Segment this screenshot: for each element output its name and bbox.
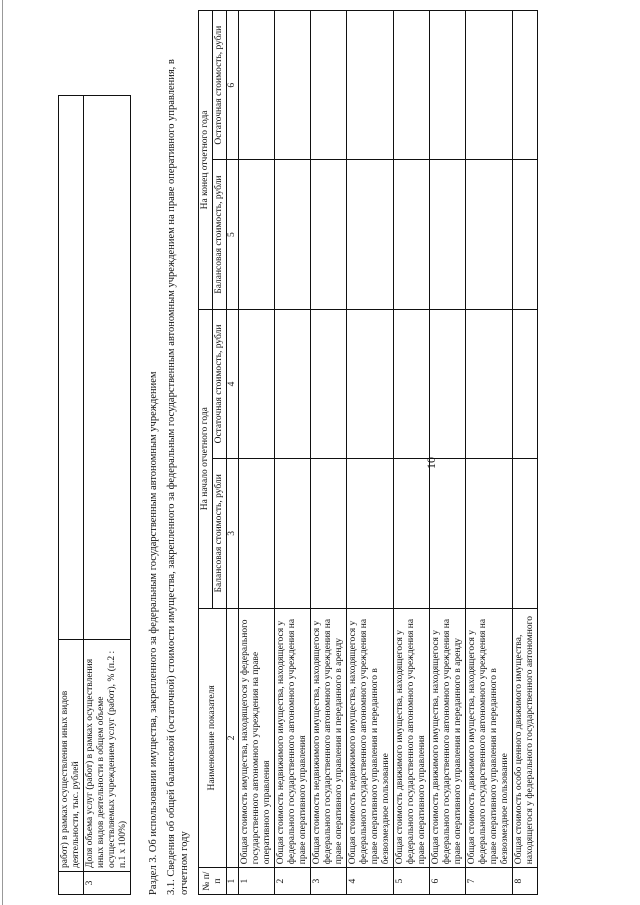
- value-cell: [394, 160, 430, 309]
- column-index: 1: [227, 868, 239, 895]
- table-row: [59, 96, 84, 895]
- header-num: № п/п: [199, 868, 227, 895]
- row-number: 4: [347, 868, 394, 895]
- property-value-table: [198, 10, 538, 895]
- column-index: 5: [227, 160, 239, 309]
- column-index-row: [227, 11, 239, 895]
- row-number: 8: [513, 868, 538, 895]
- row-label: Общая стоимость движимого имущества, находящегося у федерального государственного автономного учреждения на праве оперативного управления и переданного в безвозмездное пользование: [466, 608, 513, 868]
- subsection-title: 3.1. Сведения об общей балансовой (остаточной) стоимости имущества, закрепленного за федеральным государственным автономным учреждением на праве оперативного управления, в отчетном году: [166, 59, 190, 895]
- scan-edge-line: [2, 0, 3, 905]
- row-number: 6: [430, 868, 466, 895]
- row-number: 7: [466, 868, 513, 895]
- value-cell: [311, 309, 347, 458]
- value-cell: [59, 96, 84, 640]
- value-cell: [347, 11, 394, 160]
- value-cell: [513, 459, 538, 608]
- value-cell: [394, 459, 430, 608]
- page-number: 10: [424, 457, 438, 469]
- value-cell: [275, 459, 311, 608]
- value-cell: [84, 96, 131, 640]
- header-balance-start: Балансовая стоимость, рубли: [213, 459, 227, 608]
- column-index: 6: [227, 11, 239, 160]
- value-cell: [394, 11, 430, 160]
- header-name: Наименование показателя: [199, 608, 227, 868]
- value-cell: [347, 459, 394, 608]
- row-number: 5: [394, 868, 430, 895]
- value-cell: [311, 160, 347, 309]
- row-number: 1: [239, 868, 275, 895]
- row-label: Общая стоимость движимого имущества, находящегося у федерального государственного автономного учреждения на праве оперативного управления и переданного в аренду: [430, 608, 466, 868]
- row-label: Общая стоимость недвижимого имущества, находящегося у федерального государственного автономного учреждения на праве оперативного управления: [275, 608, 311, 868]
- column-index: 4: [227, 309, 239, 458]
- row-label: Общая стоимость движимого имущества, находящегося у федерального государственного автономного учреждения на праве оперативного управления: [394, 608, 430, 868]
- row-number: 2: [275, 868, 311, 895]
- value-cell: [275, 11, 311, 160]
- row-label: Общая стоимость имущества, находящегося у федерального государственного автономного учреждения на праве оперативного управления: [239, 608, 275, 868]
- table-row: [347, 11, 394, 895]
- row-label: Общая стоимость особо ценного движимого имущества, находящегося у федерального государственного автономного: [513, 608, 538, 868]
- column-index: 2: [227, 608, 239, 868]
- value-cell: [513, 309, 538, 458]
- value-cell: [430, 309, 466, 458]
- row-label: Общая стоимость недвижимого имущества, находящегося у федерального государственного автономного учреждения на праве оперативного управления и переданного в аренду: [311, 608, 347, 868]
- value-cell: [347, 309, 394, 458]
- section-title: Раздел 3. Об использовании имущества, закрепленного за федеральным государственным автономным учреждением: [148, 371, 159, 895]
- value-cell: [466, 459, 513, 608]
- value-cell: [239, 160, 275, 309]
- table-row: [275, 11, 311, 895]
- value-cell: [466, 11, 513, 160]
- value-cell: [347, 160, 394, 309]
- table-row: [239, 11, 275, 895]
- value-cell: [394, 309, 430, 458]
- row-number: [59, 872, 84, 895]
- value-cell: [239, 11, 275, 160]
- table-row: [311, 11, 347, 895]
- value-cell: [513, 11, 538, 160]
- continuation-table: [58, 95, 131, 895]
- header-residual-end: Остаточная стоимость, рубли: [213, 11, 227, 160]
- column-index: 3: [227, 459, 239, 608]
- header-balance-end: Балансовая стоимость, рубли: [213, 160, 227, 309]
- value-cell: [430, 160, 466, 309]
- table-row: [513, 11, 538, 895]
- row-label: работ) в рамках осуществления иных видов деятельности, тыс. рублей: [59, 640, 84, 872]
- row-label: Доля объема услуг (работ) в рамках осуществления иных видов деятельности в общем объеме осуществляемых учреждением услуг (работ), % (п.2 : п.1 x 100%): [84, 640, 131, 872]
- header-residual-start: Остаточная стоимость, рубли: [213, 309, 227, 458]
- value-cell: [430, 459, 466, 608]
- table-row: [394, 11, 430, 895]
- table-row: [430, 11, 466, 895]
- value-cell: [239, 459, 275, 608]
- value-cell: [513, 160, 538, 309]
- table-row: [466, 11, 513, 895]
- row-number: 3: [84, 872, 131, 895]
- value-cell: [239, 309, 275, 458]
- header-start-of-year: На начало отчетного года: [199, 309, 213, 608]
- table-row: [84, 96, 131, 895]
- header-end-of-year: На конец отчетного года: [199, 11, 213, 310]
- value-cell: [466, 160, 513, 309]
- value-cell: [311, 459, 347, 608]
- header-row: [199, 11, 213, 895]
- row-number: 3: [311, 868, 347, 895]
- value-cell: [430, 11, 466, 160]
- value-cell: [275, 160, 311, 309]
- value-cell: [311, 11, 347, 160]
- value-cell: [275, 309, 311, 458]
- row-label: Общая стоимость недвижимого имущества, находящегося у федерального государственного автономного учреждения на праве оперативного управления и переданного в безвозмездное пользование: [347, 608, 394, 868]
- value-cell: [466, 309, 513, 458]
